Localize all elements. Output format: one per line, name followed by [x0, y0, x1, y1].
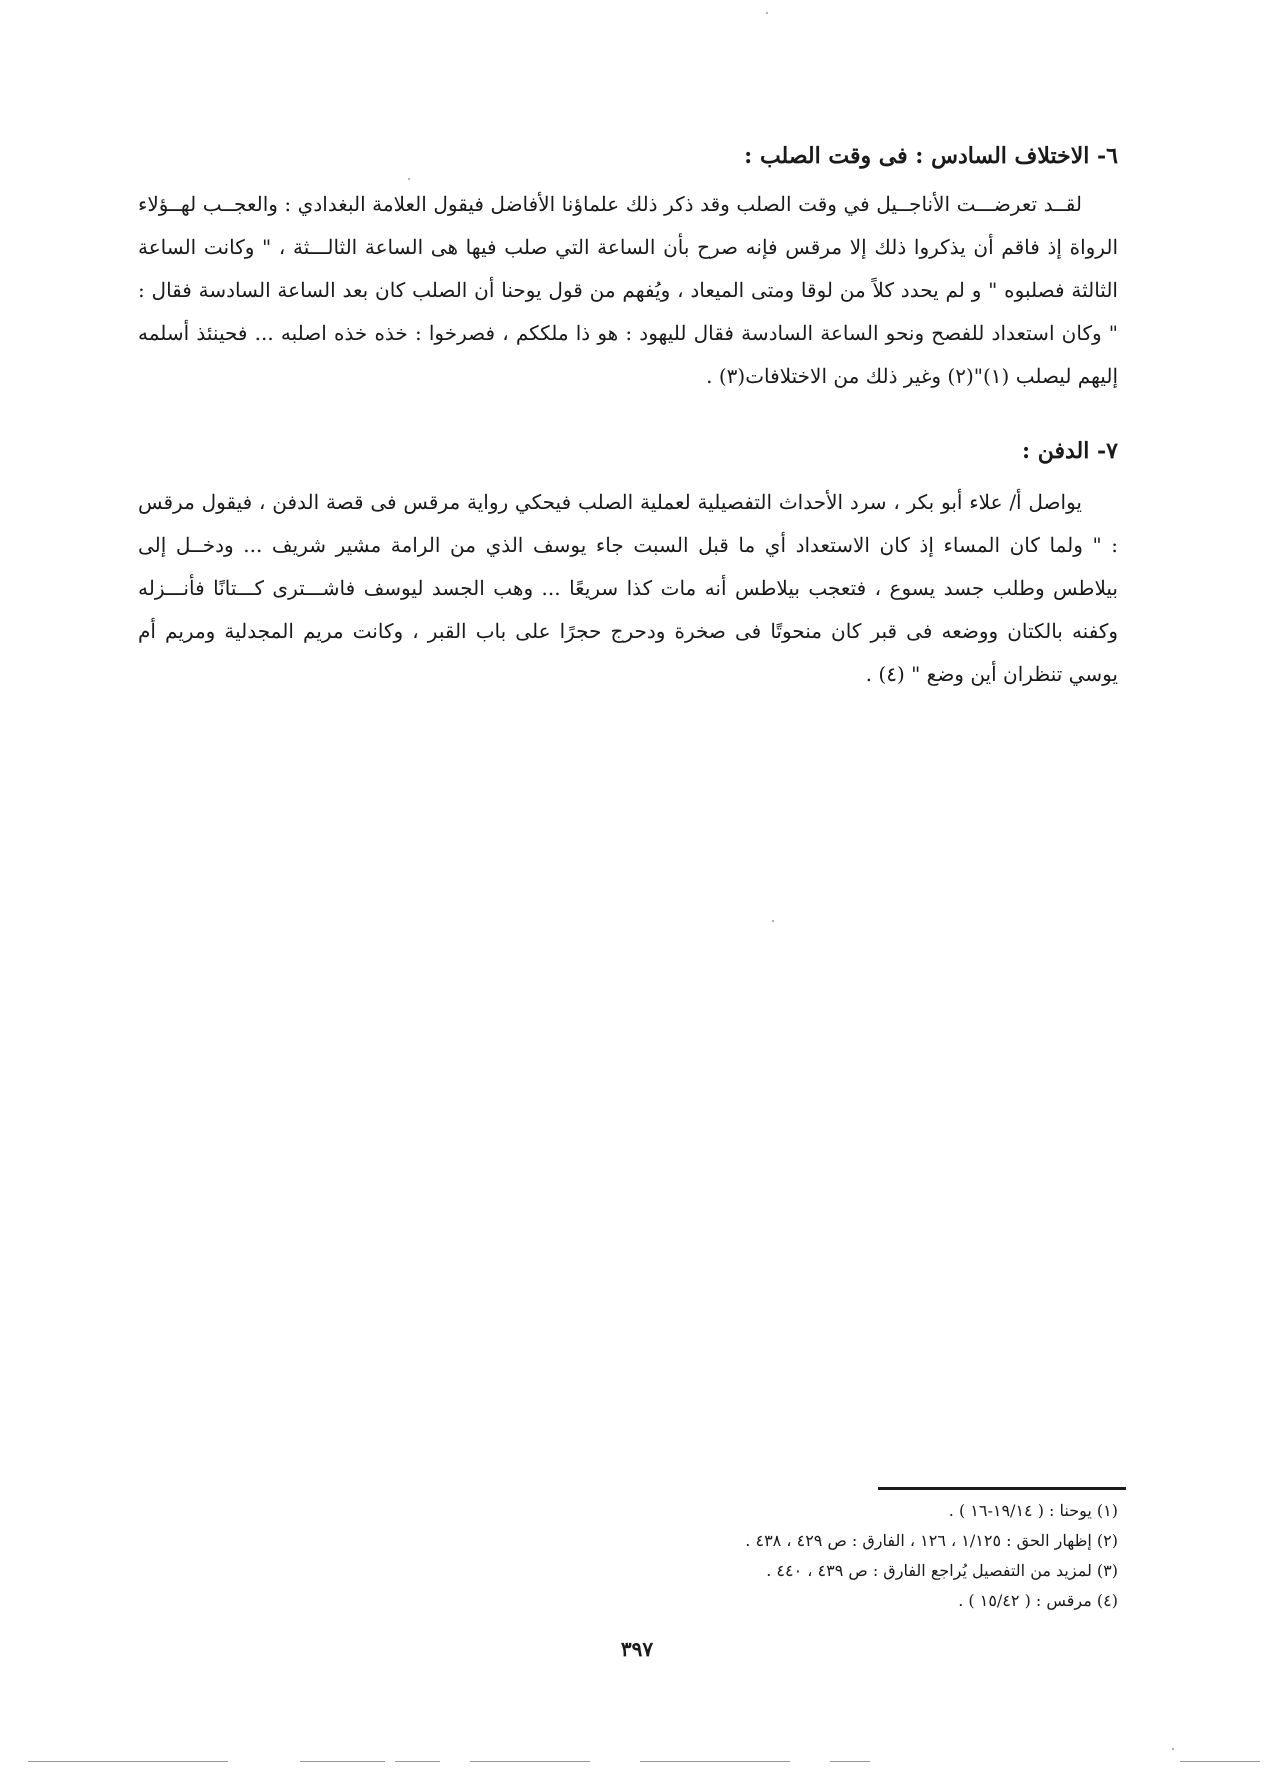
scan-artifact-line [830, 1761, 870, 1762]
scan-artifact-dot [408, 178, 410, 180]
scan-artifact-line [640, 1761, 790, 1762]
footnote-1: (١) يوحنا : ( ١٩/١٤-١٦ ) . [948, 1501, 1118, 1520]
paragraph-text: لقــد تعرضـــت الأناجــيل في وقت الصلب وقد ذكر ذلك علماؤنا الأفاضل فيقول العلامة البغدادي : والعجــب لهــؤلاء الرواة إذ فاقم أن يذكروا ذلك إلا مرقس فإنه صرح بأن الساعة التي صلب فيها هى الساعة الثالـــثة ، " وكانت الساعة الثالثة فصلبوه " و لم يحدد كلاً من لوقا ومتى الميعاد ، ويُفهم من قول يوحنا أن الصلب كان بعد الساعة السادسة فقال : " وكان استعداد للفصح ونحو الساعة السادسة فقال لليهود : هو ذا ملككم ، فصرخوا : خذه خذه اصلبه ... فحينئذ أسلمه إليهم ليصلب (١)"(٢) وغير ذلك من الاختلافات(٣) . [138, 192, 1118, 388]
page-number: ٣٩٧ [620, 1637, 654, 1661]
footnotes [158, 1496, 1118, 1616]
scan-artifact-dot [1172, 1748, 1174, 1750]
scan-artifact-line [395, 1761, 440, 1762]
section-heading-sixth-difference: ٦- الاختلاف السادس : فى وقت الصلب : [744, 143, 1118, 169]
footnote-2: (٢) إظهار الحق : ١/١٢٥ ، ١٢٦ ، الفارق : ص ٤٢٩ ، ٤٣٨ . [745, 1531, 1118, 1550]
scan-artifact-line [300, 1761, 385, 1762]
scan-artifact-dot [766, 12, 768, 14]
paragraph-crucifixion-time [138, 183, 1118, 398]
footnote-4: (٤) مرقس : ( ١٥/٤٢ ) . [958, 1591, 1118, 1610]
scan-artifact-line [28, 1761, 228, 1762]
scan-artifact-line [470, 1761, 590, 1762]
footnote-3: (٣) لمزيد من التفصيل يُراجع الفارق : ص ٤٣٩ ، ٤٤٠ . [766, 1561, 1118, 1580]
scan-artifact-line [1180, 1761, 1260, 1762]
paragraph-text: يواصل أ/ علاء أبو بكر ، سرد الأحداث التفصيلية لعملية الصلب فيحكي رواية مرقس فى قصة الدفن ، فيقول مرقس : " ولما كان المساء إذ كان الاستعداد أي ما قبل السبت جاء يوسف الذي من الرامة مشير شريف ... ودخــل إلى بيلاطس وطلب جسد يسوع ، فتعجب بيلاطس أنه مات كذا سريعًا ... وهب الجسد ليوسف فاشـــترى كـــتانًا فأنـــزله وكفنه بالكتان ووضعه فى قبر كان منحوتًا فى صخرة ودحرج حجرًا على باب القبر ، وكانت مريم المجدلية ومريم أم يوسي تنظران أين وضع " (٤) . [138, 490, 1118, 686]
section-heading-burial: ٧- الدفن : [1021, 438, 1118, 464]
paragraph-burial [138, 481, 1118, 696]
footnote-separator [878, 1487, 1126, 1490]
scan-artifact-dot [772, 920, 774, 922]
